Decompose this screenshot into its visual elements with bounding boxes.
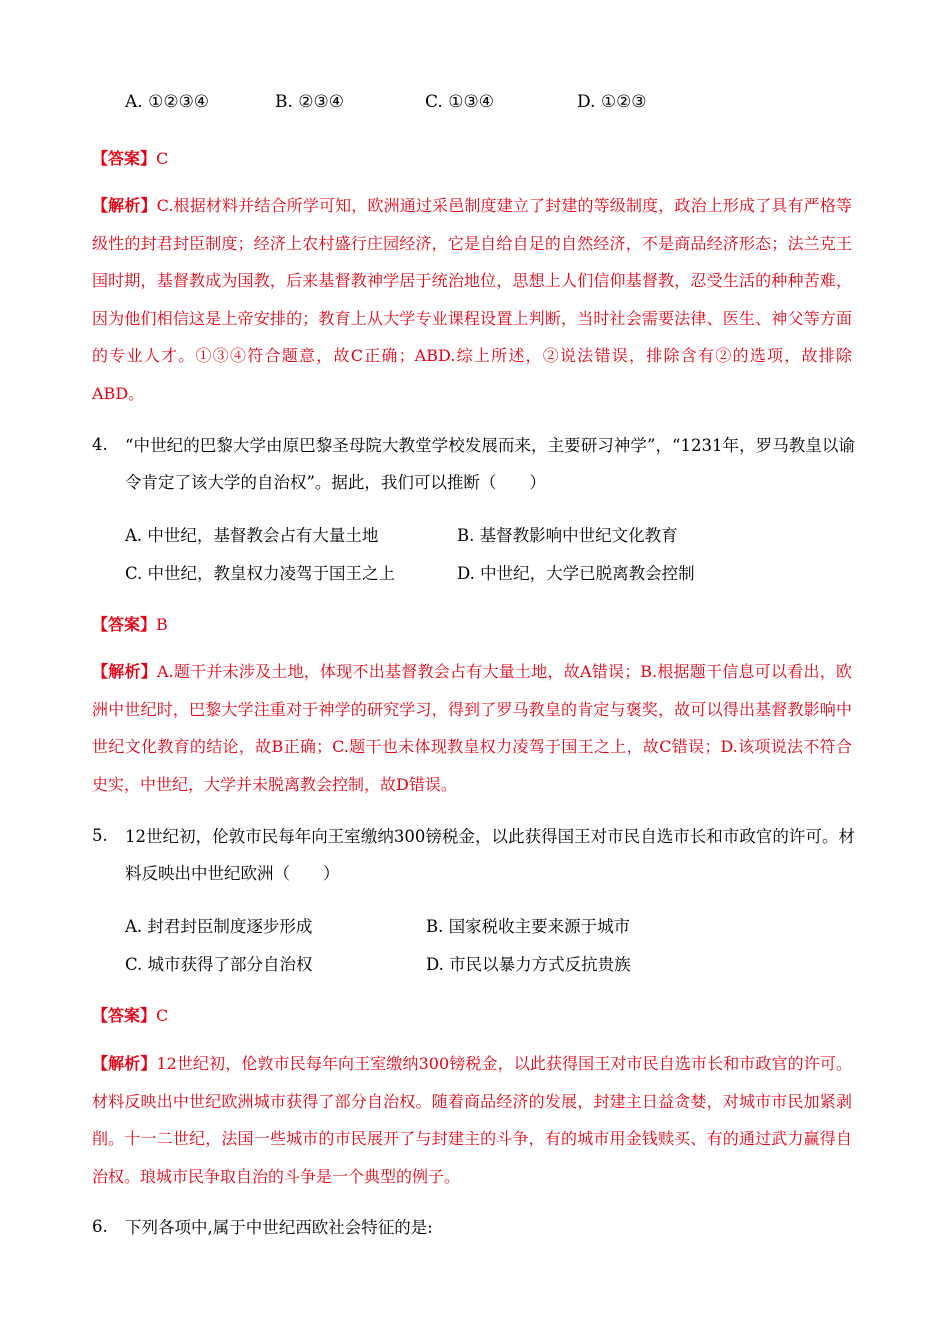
q4-option-d: D. 中世纪，大学已脱离教会控制 [457, 564, 695, 583]
q4-analysis-text: A.题干并未涉及土地，体现不出基督教会占有大量土地，故A错误；B.根据题干信息可以看出，欧洲中世纪时，巴黎大学注重对于神学的研究学习，得到了罗马教皇的肯定与褒奖，故可以得出基督教影响中世纪文化教育的结论，故B正确；C.题干也未体现教皇权力凌驾于国王之上，故C错误；D.该项说法不符合史实，中世纪，大学并未脱离教会控制，故D错误。 [92, 662, 852, 794]
q3-answer-label: 【答案】 [92, 149, 157, 168]
q3-option-a: A. ①②③④ [125, 92, 210, 112]
q5-analysis [92, 1045, 852, 1195]
q3-option-b: B. ②③④ [275, 92, 345, 112]
q5-option-b: B. 国家税收主要来源于城市 [426, 917, 631, 936]
q5-answer-label: 【答案】 [92, 1006, 157, 1025]
q4-option-a: A. 中世纪，基督教会占有大量土地 [125, 526, 379, 545]
q4-answer [92, 612, 168, 635]
q5-analysis-text: 12世纪初，伦敦市民每年向王室缴纳300镑税金，以此获得国王对市民自选市长和市政官的许可。材料反映出中世纪欧洲城市获得了部分自治权。随着商品经济的发展，封建主日益贪婪，对城市市民加紧剥削。十一二世纪，法国一些城市的市民展开了与封建主的斗争，有的城市用金钱赎买、有的通过武力赢得自治权。琅城市民争取自治的斗争是一个典型的例子。 [92, 1054, 852, 1186]
q4-option-c: C. 中世纪，教皇权力凌驾于国王之上 [125, 564, 396, 583]
q4-option-b: B. 基督教影响中世纪文化教育 [457, 526, 678, 545]
q4-analysis [92, 653, 852, 803]
q5-number: 5. [92, 826, 108, 845]
q6-stem: 下列各项中,属于中世纪西欧社会特征的是: [125, 1218, 433, 1237]
q3-answer [92, 146, 168, 169]
q4-answer-value: B [156, 615, 168, 634]
q5-answer [92, 1003, 168, 1026]
q3-analysis-text: C.根据材料并结合所学可知，欧洲通过采邑制度建立了封建的等级制度，政治上形成了具有严格等级性的封君封臣制度；经济上农村盛行庄园经济，它是自给自足的自然经济，不是商品经济形态；法兰克王国时期，基督教成为国教，后来基督教神学居于统治地位，思想上人们信仰基督教，忍受生活的种种苦难，因为他们相信这是上帝安排的；教育上从大学专业课程设置上判断，当时社会需要法律、医生、神父等方面的专业人才。①③④符合题意，故C正确；ABD.综上所述，②说法错误，排除含有②的选项，故排除ABD。 [92, 196, 852, 403]
q5-analysis-label: 【解析】 [92, 1054, 157, 1073]
q3-answer-value: C [156, 149, 169, 168]
q5-option-c: C. 城市获得了部分自治权 [125, 955, 313, 974]
q3-analysis-label: 【解析】 [92, 196, 157, 215]
q3-option-d: D. ①②③ [577, 92, 647, 112]
q4-analysis-label: 【解析】 [92, 662, 157, 681]
q3-option-c: C. ①③④ [425, 92, 494, 112]
q4-answer-label: 【答案】 [92, 615, 157, 634]
q5-answer-value: C [156, 1006, 169, 1025]
q5-option-a: A. 封君封臣制度逐步形成 [125, 917, 313, 936]
q6-number: 6. [92, 1217, 108, 1236]
q4-number: 4. [92, 435, 108, 454]
q4-stem: “中世纪的巴黎大学由原巴黎圣母院大教堂学校发展而来，主要研习神学”，“1231年，罗马教皇以谕令肯定了该大学的自治权”。据此，我们可以推断（ ） [125, 436, 855, 492]
q3-analysis [92, 187, 852, 412]
q5-stem: 12世纪初，伦敦市民每年向王室缴纳300镑税金，以此获得国王对市民自选市长和市政官的许可。材料反映出中世纪欧洲（ ） [125, 827, 855, 883]
q5-option-d: D. 市民以暴力方式反抗贵族 [426, 955, 631, 974]
